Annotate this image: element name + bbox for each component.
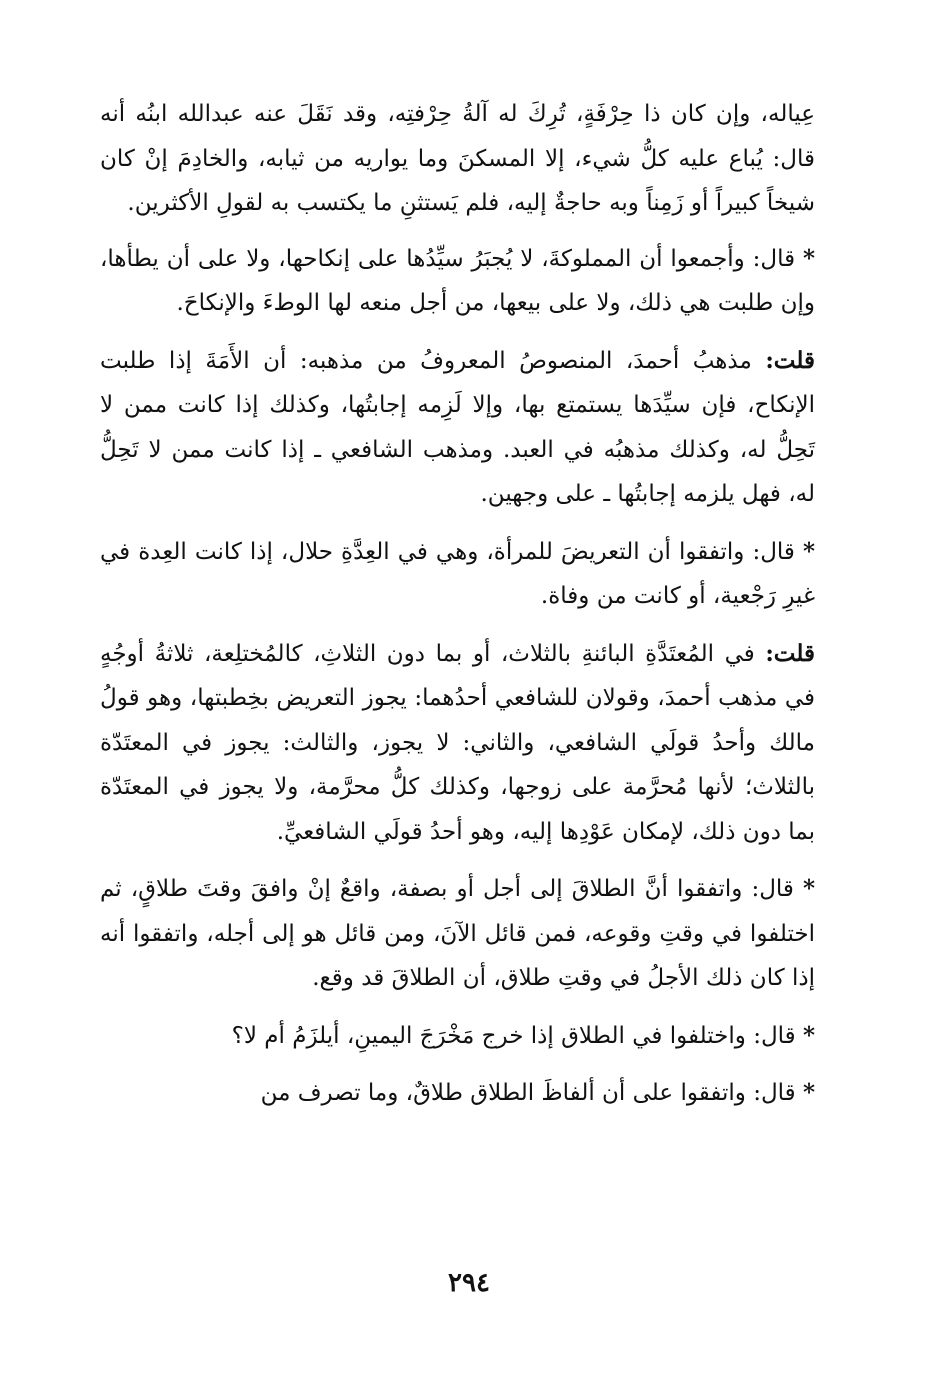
paragraph-text: قال: واتفقوا على أن ألفاظَ الطلاق طلاقٌ، وما تصرف من: [260, 1080, 796, 1106]
paragraph-4: [100, 530, 815, 619]
qultu-label: قلت:: [765, 346, 815, 374]
paragraph-5: [100, 632, 815, 855]
qultu-label: قلت:: [765, 639, 815, 667]
asterisk-marker: *: [802, 1021, 815, 1049]
paragraph-text: عِياله، وإن كان ذا حِرْفَةٍ، تُرِكَ له آلةُ حِرْفتِه، وقد نَقَلَ عنه عبدالله ابنُه أنه قال: يُباع عليه كلُّ شيء، إلا المسكنَ وما يواريه من ثيابه، والخادِمَ إنْ كان شيخاً كبيراً أو زَمِناً وبه حاجةٌ إليه، فلم يَستثنِ ما يكتسب به لقولِ الأكثرين.: [100, 101, 815, 216]
paragraph-7: [100, 1014, 815, 1059]
paragraph-3: [100, 339, 815, 517]
paragraph-2: [100, 237, 815, 326]
paragraph-8: [100, 1071, 815, 1116]
page-body: [100, 92, 815, 1129]
paragraph-text: في المُعتَدَّةِ البائنةِ بالثلاث، أو بما دون الثلاثِ، كالمُختلِعة، ثلاثةُ أوجُهٍ في مذهب أحمدَ، وقولان للشافعي أحدُهما: يجوز التعريض بخِطبتها، وهو قولُ مالك وأحدُ قولَي الشافعي، والثاني: لا يجوز، والثالث: يجوز في المعتَدّة بالثلاث؛ لأنها مُحرَّمة على زوجها، وكذلك كلُّ محرَّمة، ولا يجوز في المعتَدّة بما دون ذلك، لإمكان عَوْدِها إليه، وهو أحدُ قولَي الشافعيِّ.: [100, 640, 815, 845]
asterisk-marker: *: [802, 244, 815, 272]
page-number: ٢٩٤: [448, 1268, 490, 1298]
paragraph-text: مذهبُ أحمدَ، المنصوصُ المعروفُ من مذهبه: أن الأَمَةَ إذا طلبت الإنكاح، فإن سيِّدَها يستمتع بها، وإلا لَزِمه إجابتُها، وكذلك إذا كانت ممن لا تَحِلُّ له، وكذلك مذهبُه في العبد. ومذهب الشافعي ـ إذا كانت ممن لا تَحِلُّ له، فهل يلزمه إجابتُها ـ على وجهين.: [100, 347, 815, 507]
paragraph-text: قال: واختلفوا في الطلاق إذا خرج مَخْرَجَ اليمينِ، أيلزَمُ أم لا؟: [231, 1022, 796, 1049]
paragraph-text: قال: واتفقوا أنَّ الطلاقَ إلى أجل أو بصفة، واقعٌ إنْ وافقَ وقتَ طلاقٍ، ثم اختلفوا في وقتِ وقوعه، فمن قائل الآنَ، ومن قائل هو إلى أجله، واتفقوا أنه إذا كان ذلك الأجلُ في وقتِ طلاق، أن الطلاقَ قد وقع.: [100, 876, 815, 991]
asterisk-marker: *: [802, 875, 815, 902]
paragraph-1: [100, 92, 815, 226]
paragraph-text: قال: وأجمعوا أن المملوكةَ، لا يُجبَرُ سيِّدُها على إنكاحها، ولا على أن يطأها، وإن طلبت هي ذلك، ولا على بيعها، من أجل منعه لها الوطءَ والإنكاحَ.: [100, 245, 815, 316]
asterisk-marker: *: [802, 1079, 815, 1106]
paragraph-6: [100, 867, 815, 1001]
paragraph-text: قال: واتفقوا أن التعريضَ للمرأة، وهي في العِدَّةِ حلال، إذا كانت العِدة في غيرِ رَجْعية، أو كانت من وفاة.: [100, 538, 815, 609]
asterisk-marker: *: [802, 537, 815, 565]
